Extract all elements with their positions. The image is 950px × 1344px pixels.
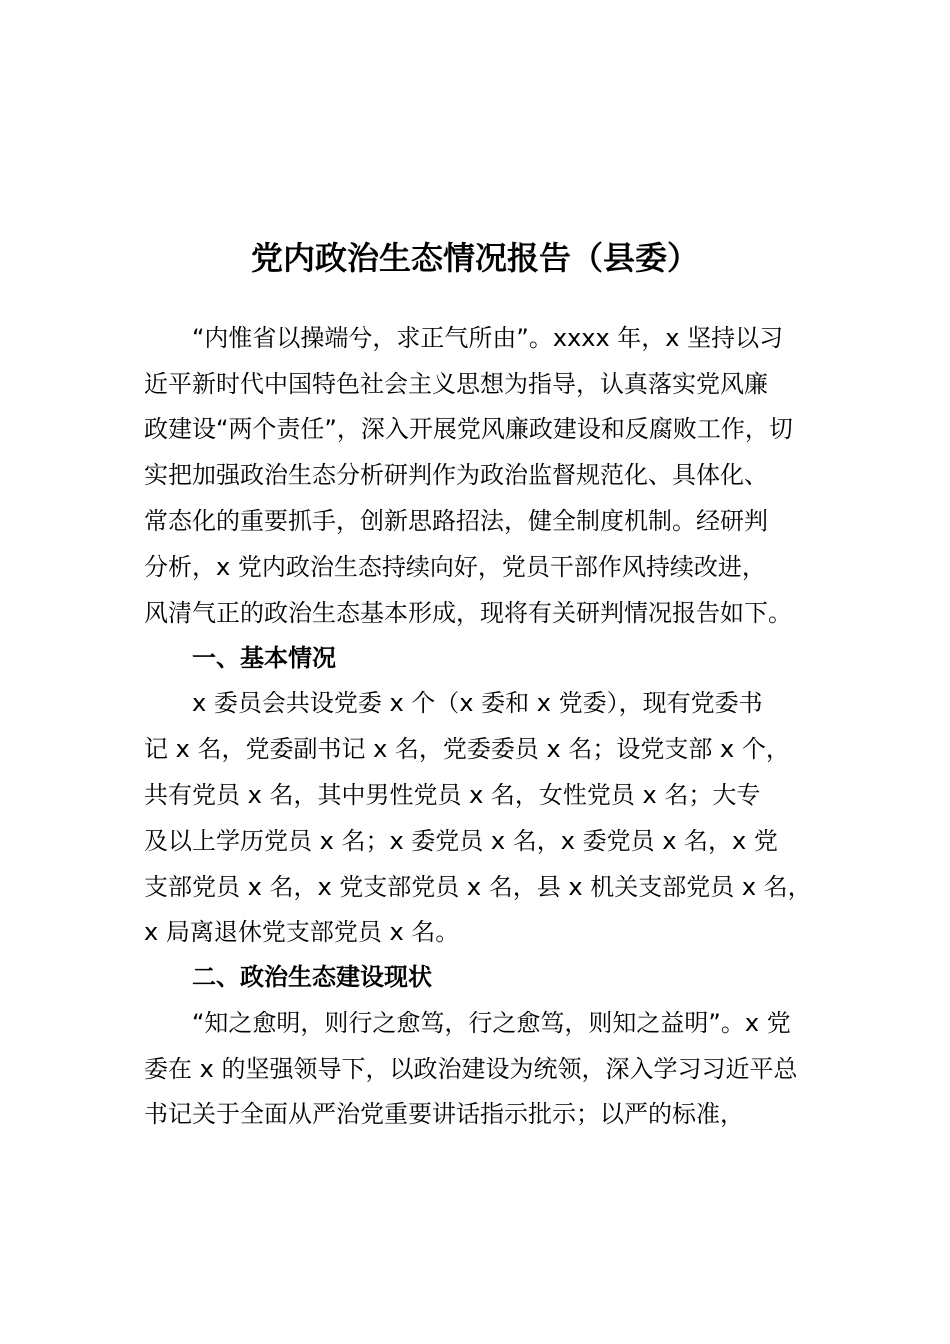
document-title: 党内政治生态情况报告（县委） — [250, 239, 699, 277]
section-heading-2: 二、政治生态建设现状 — [192, 963, 432, 991]
paragraph-1-line-7: 风清气正的政治生态基本形成，现将有关研判情况报告如下。 — [144, 599, 792, 627]
paragraph-2-line-6: x 局离退休党支部党员 x 名。 — [144, 918, 460, 946]
paragraph-2-line-2: 记 x 名，党委副书记 x 名，党委委员 x 名；设党支部 x 个， — [144, 735, 790, 763]
paragraph-1-line-6: 分析，x 党内政治生态持续向好，党员干部作风持续改进， — [144, 553, 766, 581]
paragraph-3-line-1: “知之愈明，则行之愈笃，行之愈笃，则知之益明”。x 党 — [192, 1009, 791, 1037]
section-heading-1: 一、基本情况 — [192, 644, 336, 672]
paragraph-2-line-5: 支部党员 x 名，x 党支部党员 x 名，县 x 机关支部党员 x 名， — [144, 873, 812, 901]
paragraph-3-line-2: 委在 x 的坚强领导下，以政治建设为统领，深入学习习近平总 — [144, 1055, 798, 1083]
paragraph-1-line-4: 实把加强政治生态分析研判作为政治监督规范化、具体化、 — [144, 461, 768, 489]
paragraph-1-line-1: “内惟省以操端兮，求正气所由”。xxxx 年，x 坚持以习 — [192, 324, 784, 352]
paragraph-2-line-4: 及以上学历党员 x 名；x 委党员 x 名，x 委党员 x 名，x 党 — [144, 827, 778, 855]
paragraph-1-line-2: 近平新时代中国特色社会主义思想为指导，认真落实党风廉 — [144, 370, 768, 398]
paragraph-2-line-1: x 委员会共设党委 x 个（x 委和 x 党委），现有党委书 — [192, 689, 763, 717]
paragraph-2-line-3: 共有党员 x 名，其中男性党员 x 名，女性党员 x 名；大专 — [144, 781, 761, 809]
paragraph-1-line-5: 常态化的重要抓手，创新思路招法，健全制度机制。经研判 — [144, 507, 768, 535]
paragraph-3-line-3: 书记关于全面从严治党重要讲话指示批示；以严的标准， — [144, 1100, 744, 1128]
paragraph-1-line-3: 政建设“两个责任”，深入开展党风廉政建设和反腐败工作，切 — [144, 415, 793, 443]
